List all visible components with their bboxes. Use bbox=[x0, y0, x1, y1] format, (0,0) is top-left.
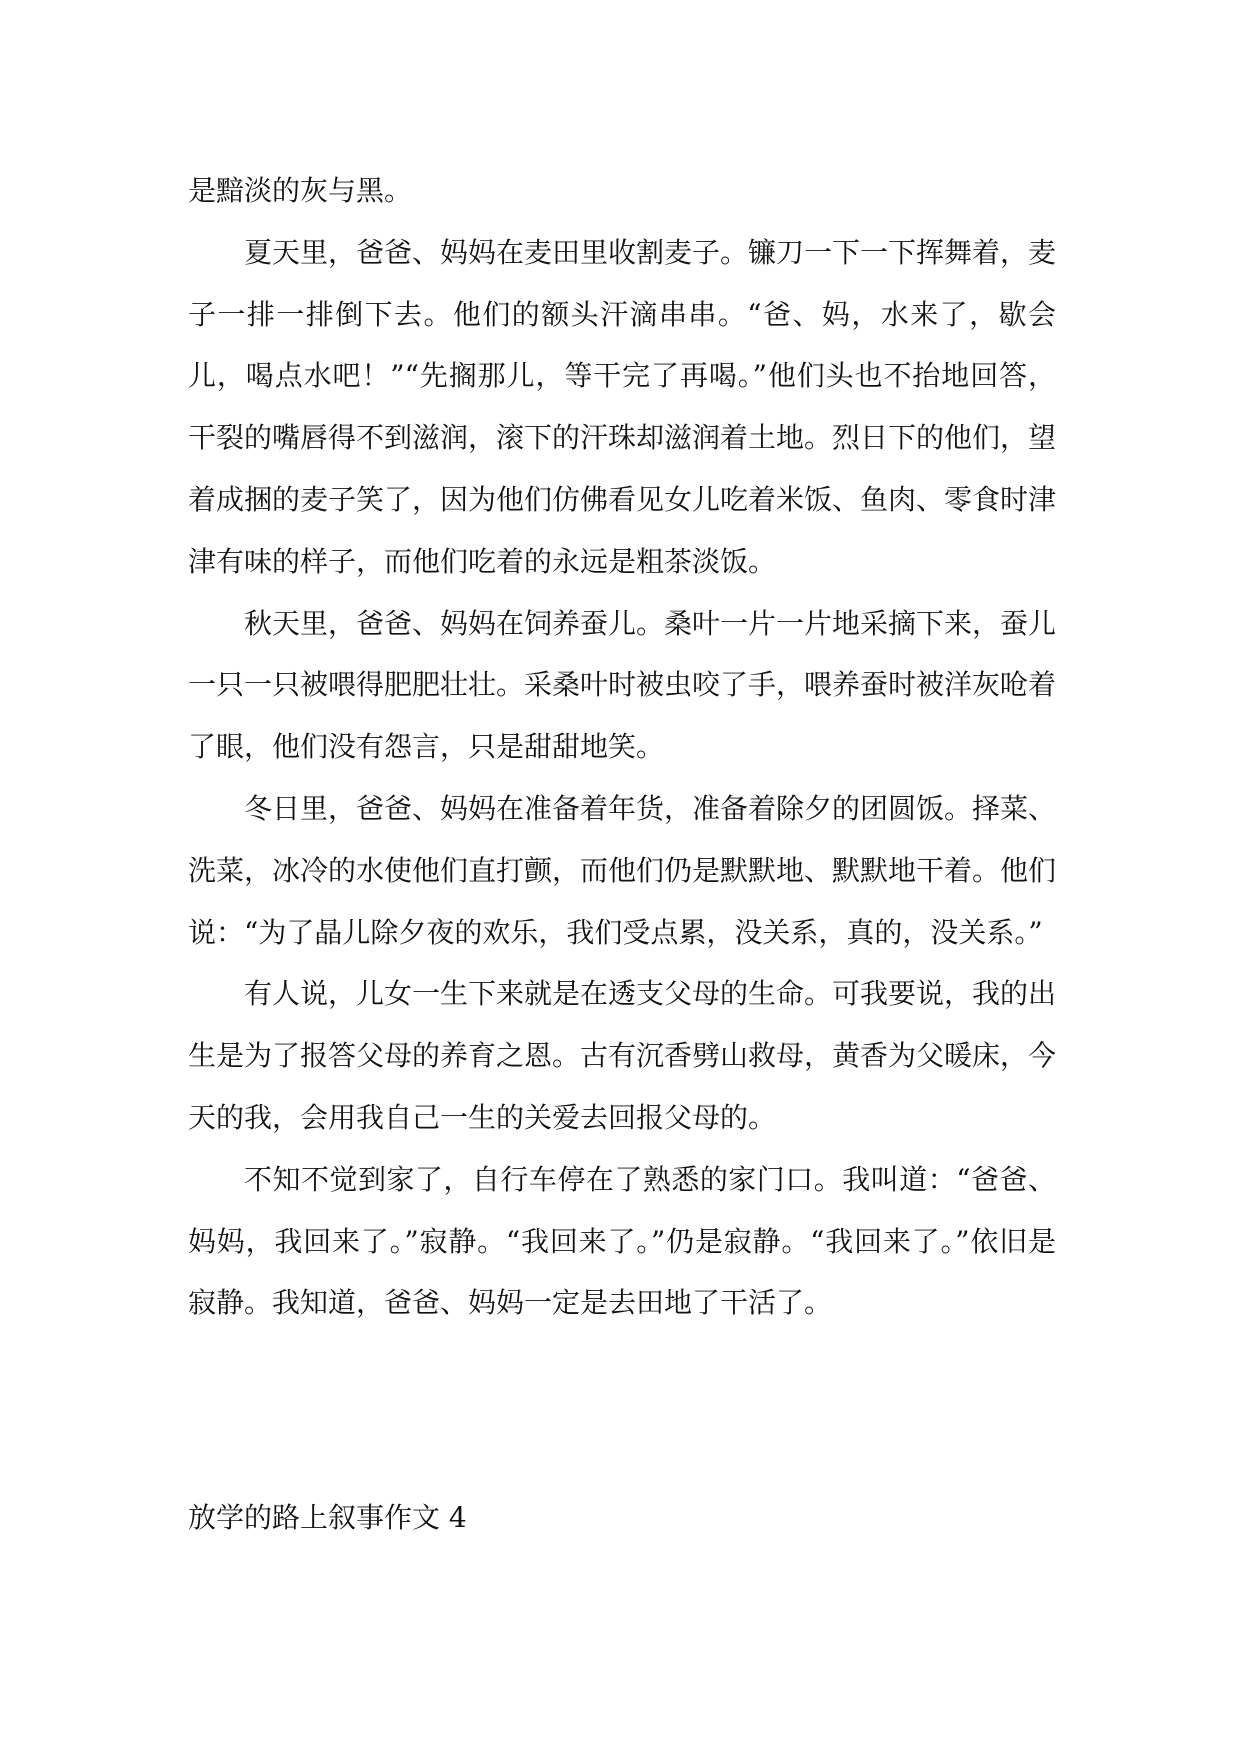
document-body bbox=[188, 160, 1056, 1334]
paragraph-autumn: 秋天里，爸爸、妈妈在饲养蚕儿。桑叶一片一片地采摘下来，蚕儿一只一只被喂得肥肥壮壮。采桑叶时被虫咬了手，喂养蚕时被洋灰呛着了眼，他们没有怨言，只是甜甜地笑。 bbox=[188, 606, 1057, 764]
section-title: 放学的路上叙事作文 4 bbox=[188, 1501, 467, 1534]
paragraph-winter: 冬日里，爸爸、妈妈在准备着年货，准备着除夕的团圆饭。择菜、洗菜，冰冷的水使他们直打颤，而他们仍是默默地、默默地干着。他们说：“为了晶儿除夕夜的欢乐，我们受点累，没关系，真的，没关系。” bbox=[188, 791, 1057, 949]
paragraph-home: 不知不觉到家了，自行车停在了熟悉的家门口。我叫道：“爸爸、妈妈，我回来了。”寂静。“我回来了。”仍是寂静。“我回来了。”依旧是寂静。我知道，爸爸、妈妈一定是去田地了干活了。 bbox=[188, 1162, 1056, 1320]
paragraph-summer: 夏天里，爸爸、妈妈在麦田里收割麦子。镰刀一下一下挥舞着，麦子一排一排倒下去。他们的额头汗滴串串。“爸、妈，水来了，歇会儿，喝点水吧！”“先搁那儿，等干完了再喝。”他们头也不抬地回答，干裂的嘴唇得不到滋润，滚下的汗珠却滋润着土地。烈日下的他们，望着成捆的麦子笑了，因为他们仿佛看见女儿吃着米饭、鱼肉、零食时津津有味的样子，而他们吃着的永远是粗茶淡饭。 bbox=[188, 235, 1057, 578]
paragraph-gratitude: 有人说，儿女一生下来就是在透支父母的生命。可我要说，我的出生是为了报答父母的养育之恩。古有沉香劈山救母，黄香为父暖床，今天的我，会用我自己一生的关爱去回报父母的。 bbox=[188, 977, 1057, 1134]
paragraph-continuation: 是黯淡的灰与黑。 bbox=[188, 174, 413, 207]
